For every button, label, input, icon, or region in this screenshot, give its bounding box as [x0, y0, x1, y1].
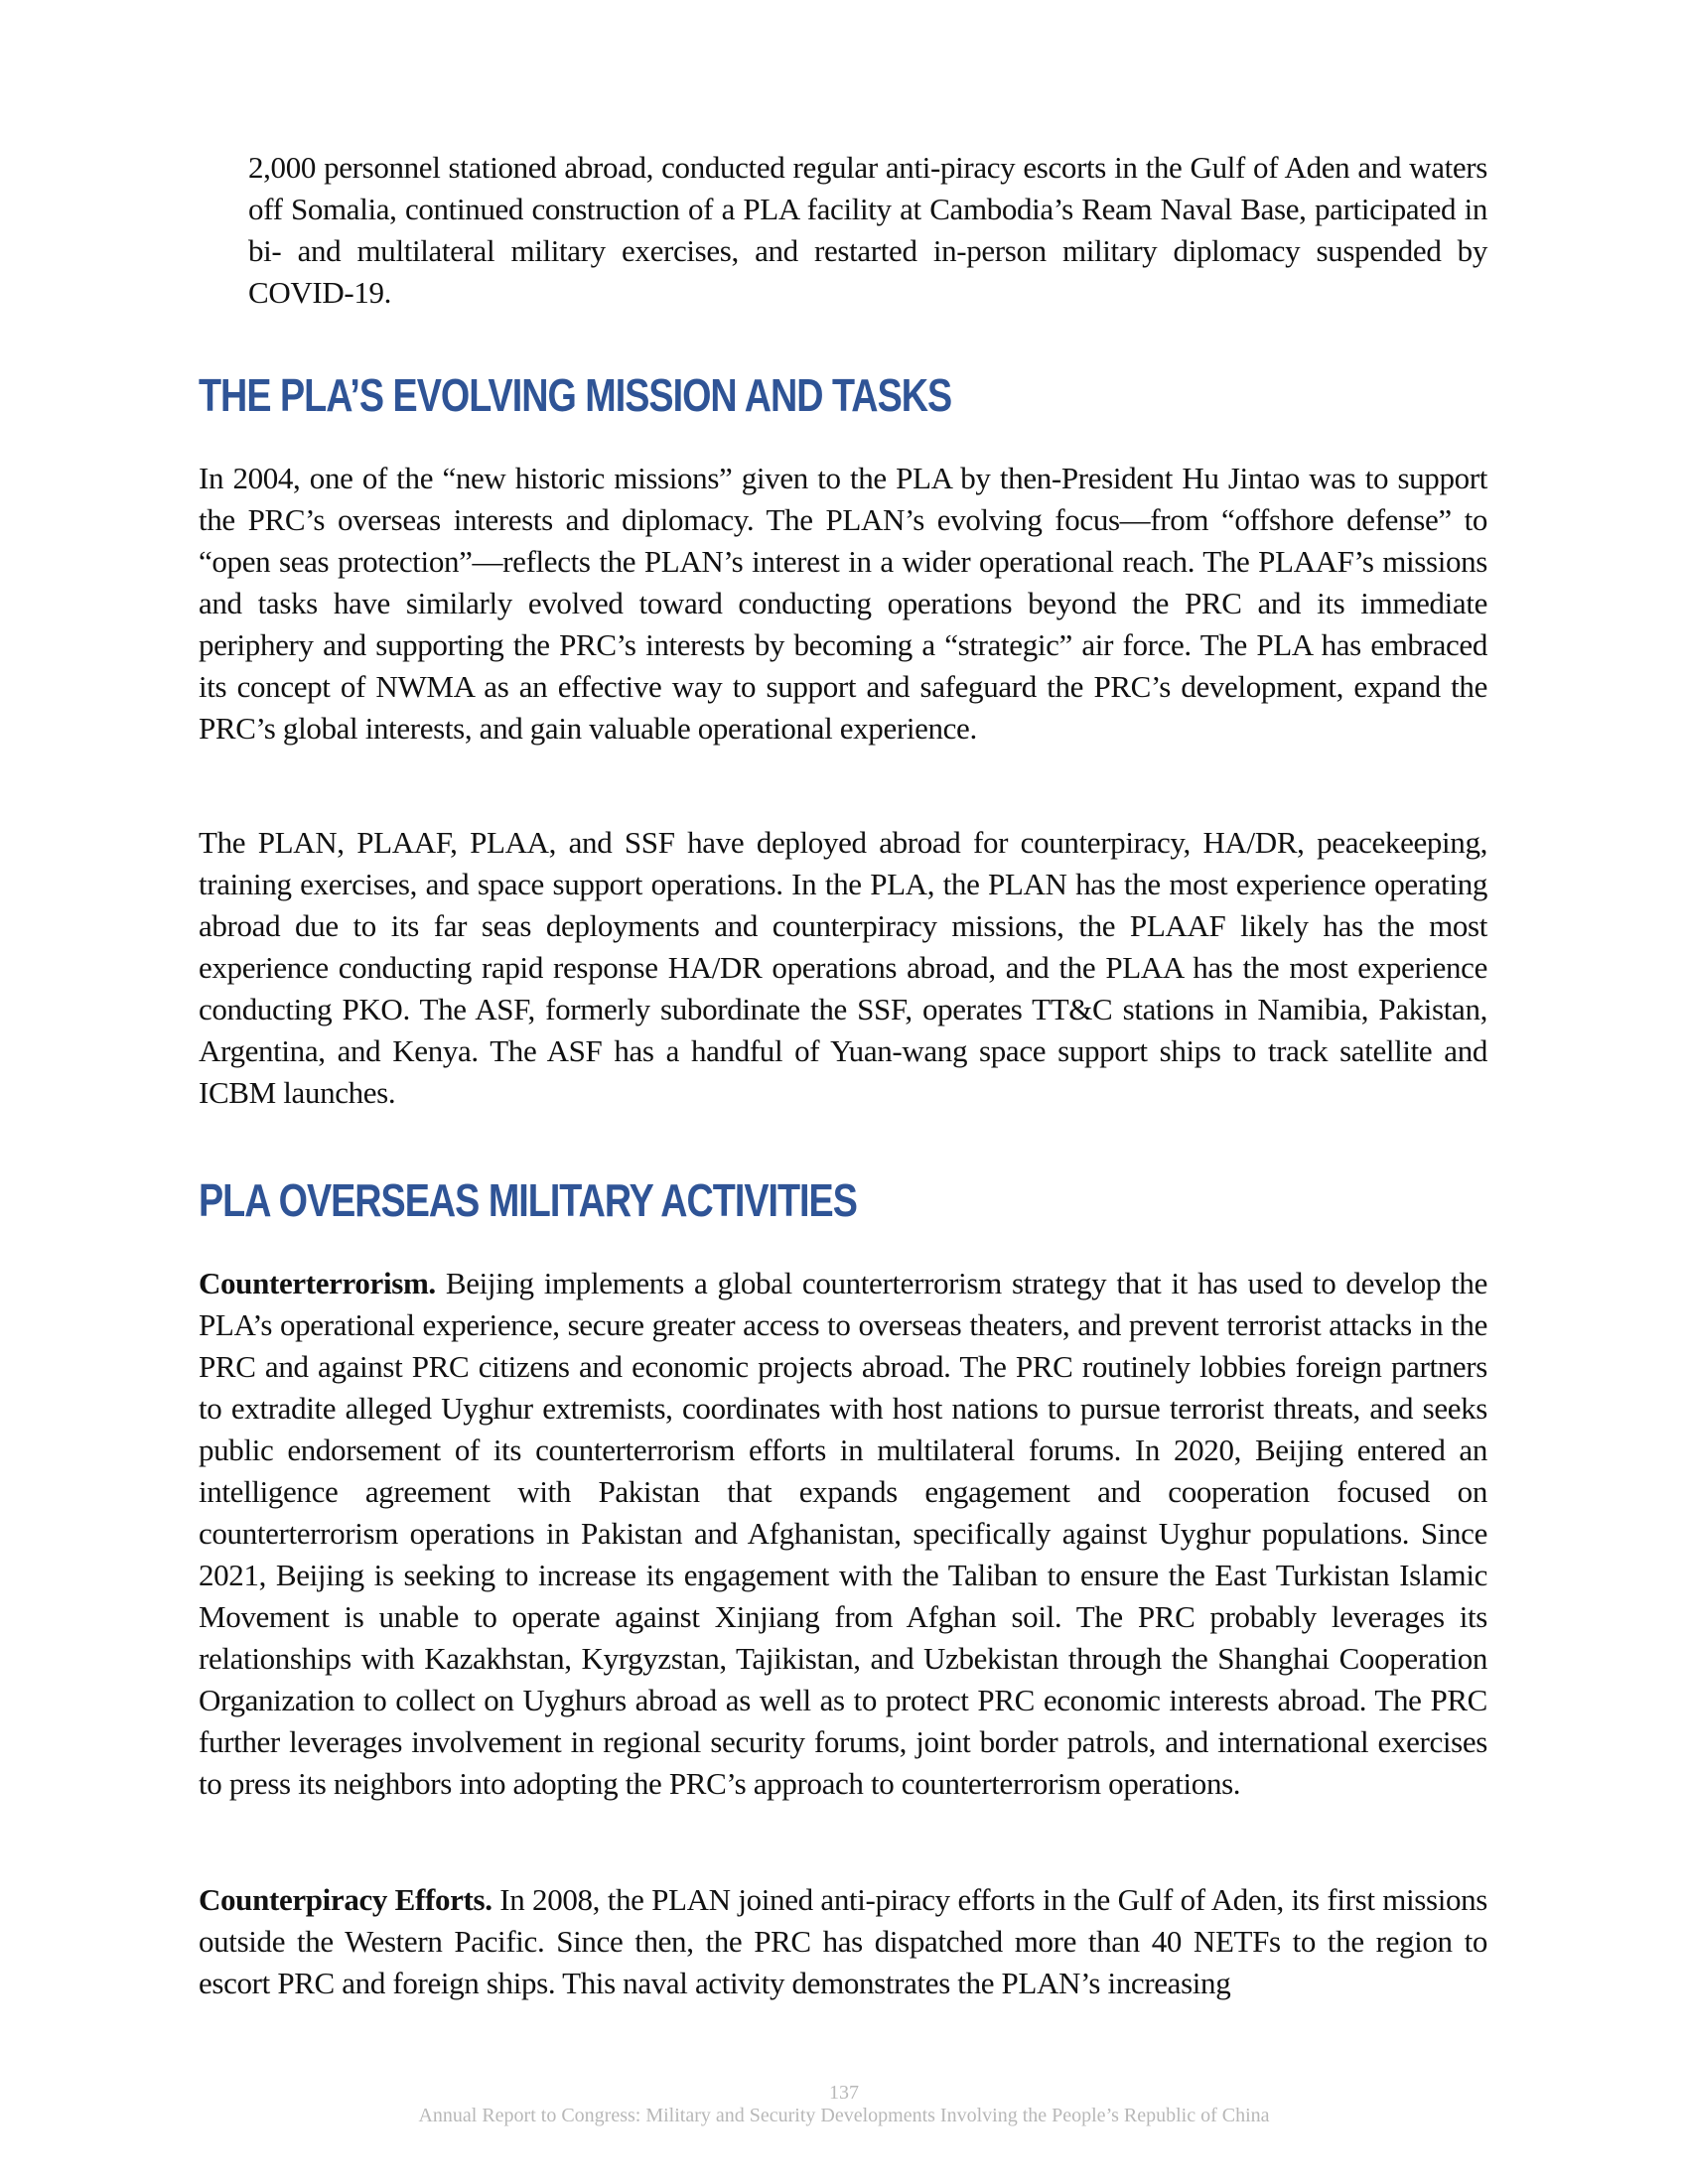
run-in-heading-counterpiracy: Counterpiracy Efforts.: [199, 1882, 492, 1917]
counterterrorism-body: Beijing implements a global counterterrorism strategy that it has used to develop the PLA’s operational experience, secure greater access to overseas theaters, and prevent terrorist attacks in the PRC and against PRC citizens and economic projects abroad. The PRC routinely lobbies foreign partners to extradite alleged Uyghur extremists, coordinates with host nations to pursue terrorist threats, and seeks public endorsement of its counterterrorism efforts in multilateral forums. In 2020, Beijing entered an intelligence agreement with Pakistan that expands engagement and cooperation focused on counterterrorism operations in Pakistan and Afghanistan, specifically against Uyghur populations. Since 2021, Beijing is seeking to increase its engagement with the Taliban to ensure the East Turkistan Islamic Movement is unable to operate against Xinjiang from Afghan soil. The PRC probably leverages its relationships with Kazakhstan, Kyrgyzstan, Tajikistan, and Uzbekistan through the Shanghai Cooperation Organization to collect on Uyghurs abroad as well as to protect PRC economic interests abroad. The PRC further leverages involvement in regional security forums, joint border patrols, and international exercises to press its neighbors into adopting the PRC’s approach to counterterrorism operations.: [199, 1266, 1487, 1801]
running-footer-title: Annual Report to Congress: Military and Security Developments Involving the People’s Republic of China: [418, 2105, 1270, 2126]
paragraph-new-historic-missions: In 2004, one of the “new historic missions” given to the PLA by then-President Hu Jintao was to support the PRC’s overseas interests and diplomacy. The PLAN’s evolving focus—from “offshore defense” to “open seas protection”—reflects the PLAN’s interest in a wider operational reach. The PLAAF’s missions and tasks have similarly evolved toward conducting operations beyond the PRC and its immediate periphery and supporting the PRC’s interests by becoming a “strategic” air force. The PLA has embraced its concept of NWMA as an effective way to support and safeguard the PRC’s development, expand the PRC’s global interests, and gain valuable operational experience.: [199, 461, 1487, 746]
section-heading-evolving-mission: THE PLA’S EVOLVING MISSION AND TASKS: [199, 369, 952, 421]
paragraph-counterterrorism: [199, 1263, 1487, 1805]
counterpiracy-body: In 2008, the PLAN joined anti-piracy efforts in the Gulf of Aden, its first missions outside the Western Pacific. Since then, the PRC has dispatched more than 40 NETFs to the region to escort PRC and foreign ships. This naval activity demonstrates the PLAN’s increasing: [199, 1882, 1487, 2000]
paragraph-counterpiracy: [199, 1879, 1487, 2004]
paragraph-deployments-abroad: The PLAN, PLAAF, PLAA, and SSF have deployed abroad for counterpiracy, HA/DR, peacekeeping, training exercises, and space support operations. In the PLA, the PLAN has the most experience operating abroad due to its far seas deployments and counterpiracy missions, the PLAAF likely has the most experience conducting rapid response HA/DR operations abroad, and the PLAA has the most experience conducting PKO. The ASF, formerly subordinate the SSF, operates TT&C stations in Namibia, Pakistan, Argentina, and Kenya. The ASF has a handful of Yuan-wang space support ships to track satellite and ICBM launches.: [199, 825, 1487, 1110]
run-in-heading-counterterrorism: Counterterrorism.: [199, 1266, 436, 1300]
page-number: 137: [829, 2082, 859, 2104]
continuation-paragraph: 2,000 personnel stationed abroad, conducted regular anti-piracy escorts in the Gulf of Aden and waters off Somalia, continued construction of a PLA facility at Cambodia’s Ream Naval Base, participated in bi- and multilateral military exercises, and restarted in-person military diplomacy suspended by COVID-19.: [248, 150, 1487, 310]
section-heading-overseas-activities: PLA OVERSEAS MILITARY ACTIVITIES: [199, 1174, 857, 1226]
